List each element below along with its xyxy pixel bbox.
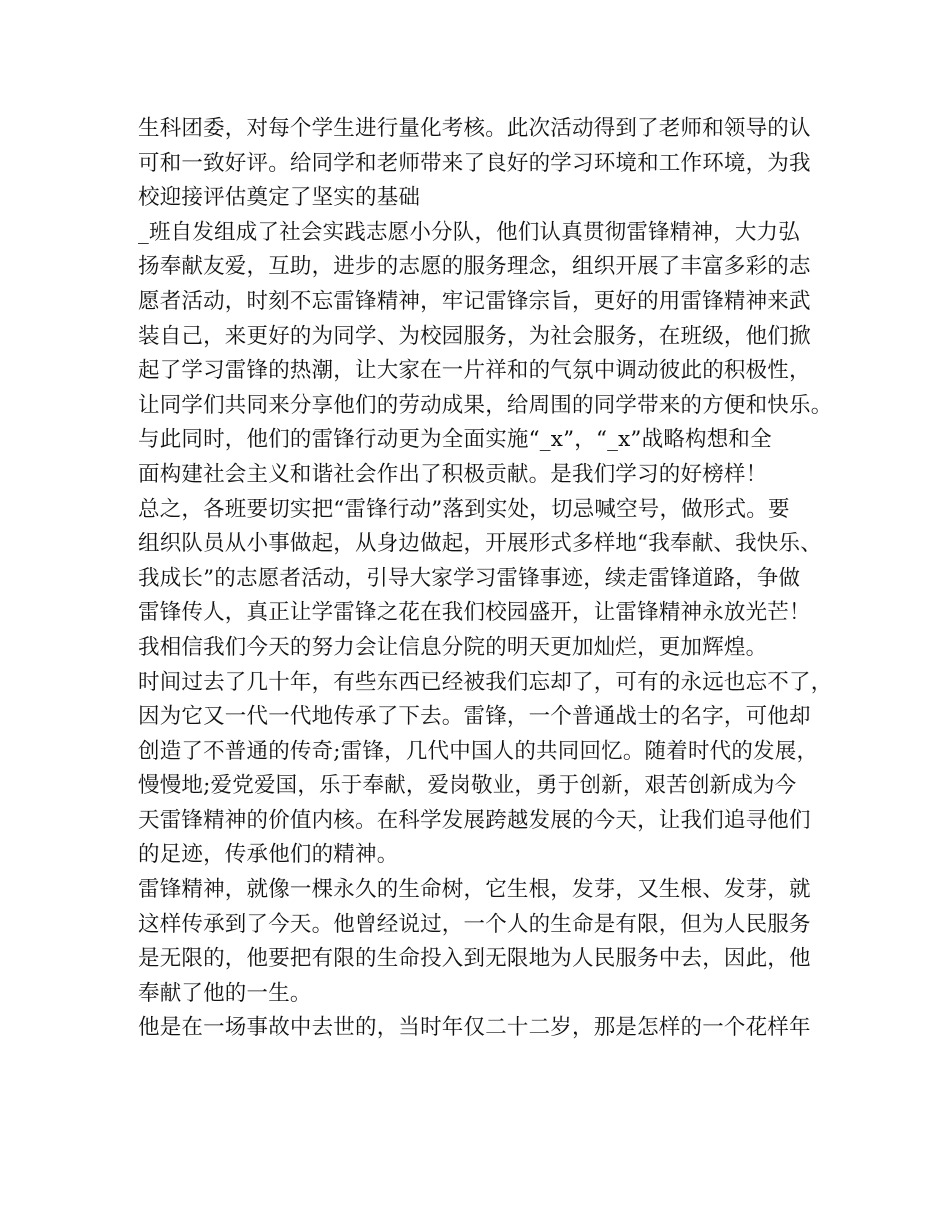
text-line: 这样传承到了今天。他曾经说过，一个人的生命是有限，但为人民服务 xyxy=(138,911,811,937)
text-line: 校迎接评估奠定了坚实的基础 xyxy=(138,185,421,211)
text-line: _班自发组成了社会实践志愿小分队，他们认真贯彻雷锋精神，大力弘 xyxy=(138,219,800,245)
text-line: 生科团委，对每个学生进行量化考核。此次活动得到了老师和领导的认 xyxy=(138,116,811,141)
text-line: 总之，各班要切实把“雷锋行动”落到实处，切忌喊空号，做形式。要 xyxy=(138,496,790,522)
text-line: 我相信我们今天的努力会让信息分院的明天更加灿烂，更加辉煌。 xyxy=(138,634,768,660)
text-line: 装自己，来更好的为同学、为校园服务，为社会服务，在班级，他们掀 xyxy=(138,323,811,349)
text-line: 愿者活动，时刻不忘雷锋精神，牢记雷锋宗旨，更好的用雷锋精神来武 xyxy=(138,288,811,314)
text-line: 起了学习雷锋的热潮，让大家在一片祥和的气氛中调动彼此的积极性， xyxy=(138,358,811,384)
text-line: 扬奉献友爱，互助，进步的志愿的服务理念，组织开展了丰富多彩的志 xyxy=(138,254,811,280)
text-line: 是无限的，他要把有限的生命投入到无限地为人民服务中去，因此，他 xyxy=(138,946,811,972)
text-line: 雷锋传人，真正让学雷锋之花在我们校园盛开，让雷锋精神永放光芒！ xyxy=(138,600,811,626)
text-line: 雷锋精神，就像一棵永久的生命树，它生根，发芽，又生根、发芽，就 xyxy=(138,877,811,903)
text-line: 他是在一场事故中去世的，当时年仅二十二岁，那是怎样的一个花样年 xyxy=(138,1015,811,1041)
text-line: 让同学们共同来分享他们的劳动成果，给周围的同学带来的方便和快乐。 xyxy=(138,392,833,418)
text-line: 与此同时，他们的雷锋行动更为全面实施“_x”，“_x”战略构想和全 xyxy=(138,427,772,453)
text-line: 时间过去了几十年，有些东西已经被我们忘却了，可有的永远也忘不了， xyxy=(138,669,833,695)
text-line: 慢慢地;爱党爱国，乐于奉献，爱岗敬业，勇于创新，艰苦创新成为今 xyxy=(138,773,797,799)
text-line: 面构建社会主义和谐社会作出了积极贡献。是我们学习的好榜样！ xyxy=(138,461,768,487)
text-line: 创造了不普通的传奇;雷锋，几代中国人的共同回忆。随着时代的发展， xyxy=(138,738,819,764)
text-line: 因为它又一代一代地传承了下去。雷锋，一个普通战士的名字，可他却 xyxy=(138,704,811,730)
text-line: 奉献了他的一生。 xyxy=(138,980,312,1006)
text-line: 的足迹，传承他们的精神。 xyxy=(138,842,399,868)
text-line: 天雷锋精神的价值内核。在科学发展跨越发展的今天，让我们追寻他们 xyxy=(138,807,811,833)
text-line: 组织队员从小事做起，从身边做起，开展形式多样地“我奉献、我快乐、 xyxy=(138,531,822,557)
text-line: 我成长”的志愿者活动，引导大家学习雷锋事迹，续走雷锋道路，争做 xyxy=(138,565,801,591)
document-body xyxy=(138,112,833,1046)
text-line: 可和一致好评。给同学和老师带来了良好的学习环境和工作环境，为我 xyxy=(138,150,811,176)
